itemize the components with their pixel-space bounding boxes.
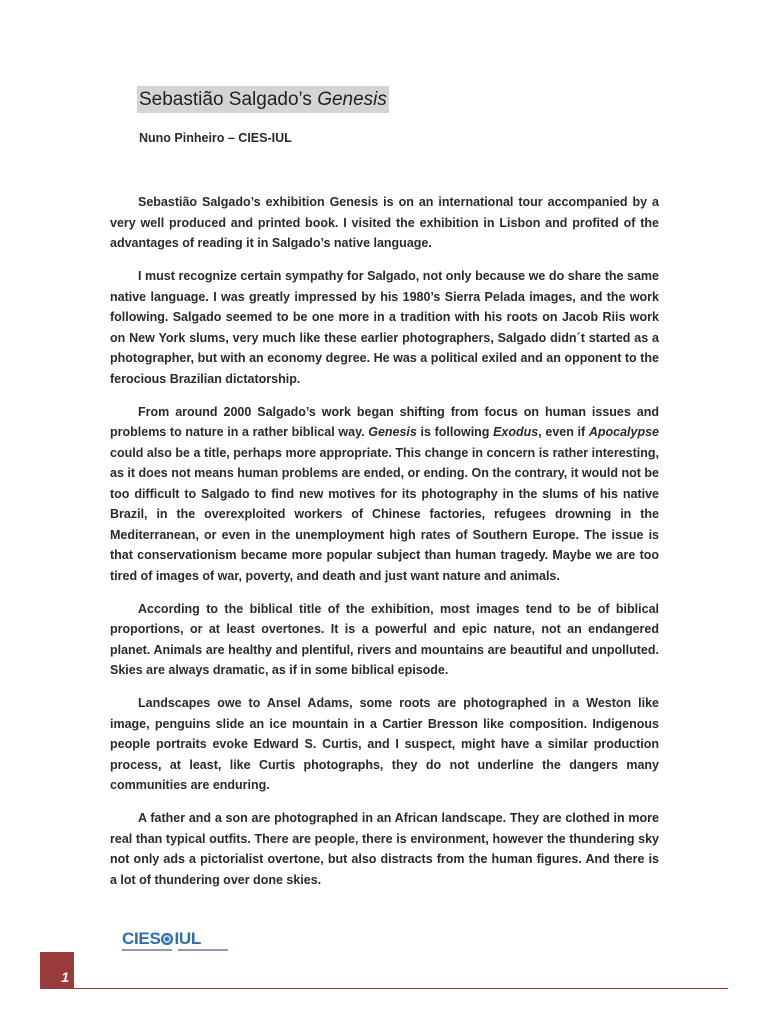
logo-fine-print — [122, 949, 234, 951]
cies-iul-logo — [122, 930, 234, 960]
italic-title-ref: Exodus — [493, 425, 539, 439]
title-text: Sebastião Salgado’s — [139, 89, 312, 110]
paragraph-text: is following — [416, 425, 494, 439]
paragraph — [110, 266, 659, 389]
paragraph-text: According to the biblical title of the exhibition, most images tend to be of biblical proportions, or at least overtones. It is a powerful and epic nature, not an endangered planet. Animals are healthy and plentiful, rivers and mountains are beautiful and unpolluted. Skies are always dramatic, as if in some biblical episode. — [110, 601, 659, 677]
logo-text-left: CIES — [122, 929, 161, 948]
globe-icon — [161, 933, 173, 945]
document-title — [137, 86, 389, 113]
title-highlight — [137, 86, 389, 113]
paragraph — [110, 192, 659, 254]
article-body — [110, 192, 659, 903]
paragraph — [110, 693, 659, 796]
paragraph-text: A father and a son are photographed in an African landscape. They are clothed in more real than typical outfits. There are people, there is environment, however the thundering sky not only ads a pictorialist overtone, but also distracts from the human figures. And there is a lot of thundering over done skies. — [110, 811, 659, 887]
page-number: 1 — [61, 969, 69, 985]
paragraph — [110, 808, 659, 890]
logo-text-right: IUL — [174, 929, 201, 948]
paragraph — [110, 402, 659, 587]
paragraph — [110, 599, 659, 681]
title-italic: Genesis — [317, 89, 387, 110]
paragraph-text: could also be a title, perhaps more appropriate. This change in concern is rather interesting, as it does not means human problems are ended, or ending. On the contrary, it would not be too difficult to Salgado to find new motives for its photography in the slums of his native Brazil, in the overexploited workers of Chinese factories, refugees drowning in the Mediterranean, or even in the unemployment high rates of Southern Europe. The issue is that conservationism became more popular subject than human tragedy. Maybe we are too tired of images of war, poverty, and death and just want nature and animals. — [110, 445, 659, 583]
italic-title-ref: Apocalypse — [588, 425, 659, 439]
paragraph-text: From around 2000 Salgado’s work began shifting from focus on human issues and problems to nature in a rather biblical way. — [110, 404, 659, 439]
paragraph-text: Landscapes owe to Ansel Adams, some roots are photographed in a Weston like image, penguins slide an ice mountain in a Cartier Bresson like composition. Indigenous people portraits evoke Edward S. Curtis, and I suspect, might have a similar production process, at least, like Curtis photographs, they do not underline the dangers many communities are enduring. — [110, 696, 659, 792]
paragraph-text: , even if — [538, 425, 589, 439]
footer-rule — [40, 988, 728, 989]
author-line: Nuno Pinheiro – CIES-IUL — [139, 131, 292, 145]
paragraph-text: I must recognize certain sympathy for Salgado, not only because we do share the same native language. I was greatly impressed by his 1980’s Sierra Pelada images, and the work following. Salgado seemed to be one more in a tradition with his roots on Jacob Riis work on New York slums, very much like these earlier photographers, Salgado didn´t started as a photographer, but with an economy degree. He was a political exiled and an opponent to the ferocious Brazilian dictatorship. — [110, 269, 659, 386]
page-number-box — [40, 952, 74, 988]
logo-wordmark — [122, 930, 234, 947]
paragraph-text: Sebastião Salgado’s exhibition Genesis is on an international tour accompanied by a very well produced and printed book. I visited the exhibition in Lisbon and profited of the advantages of reading it in Salgado’s native language. — [110, 195, 659, 250]
italic-title-ref: Genesis — [368, 425, 417, 439]
